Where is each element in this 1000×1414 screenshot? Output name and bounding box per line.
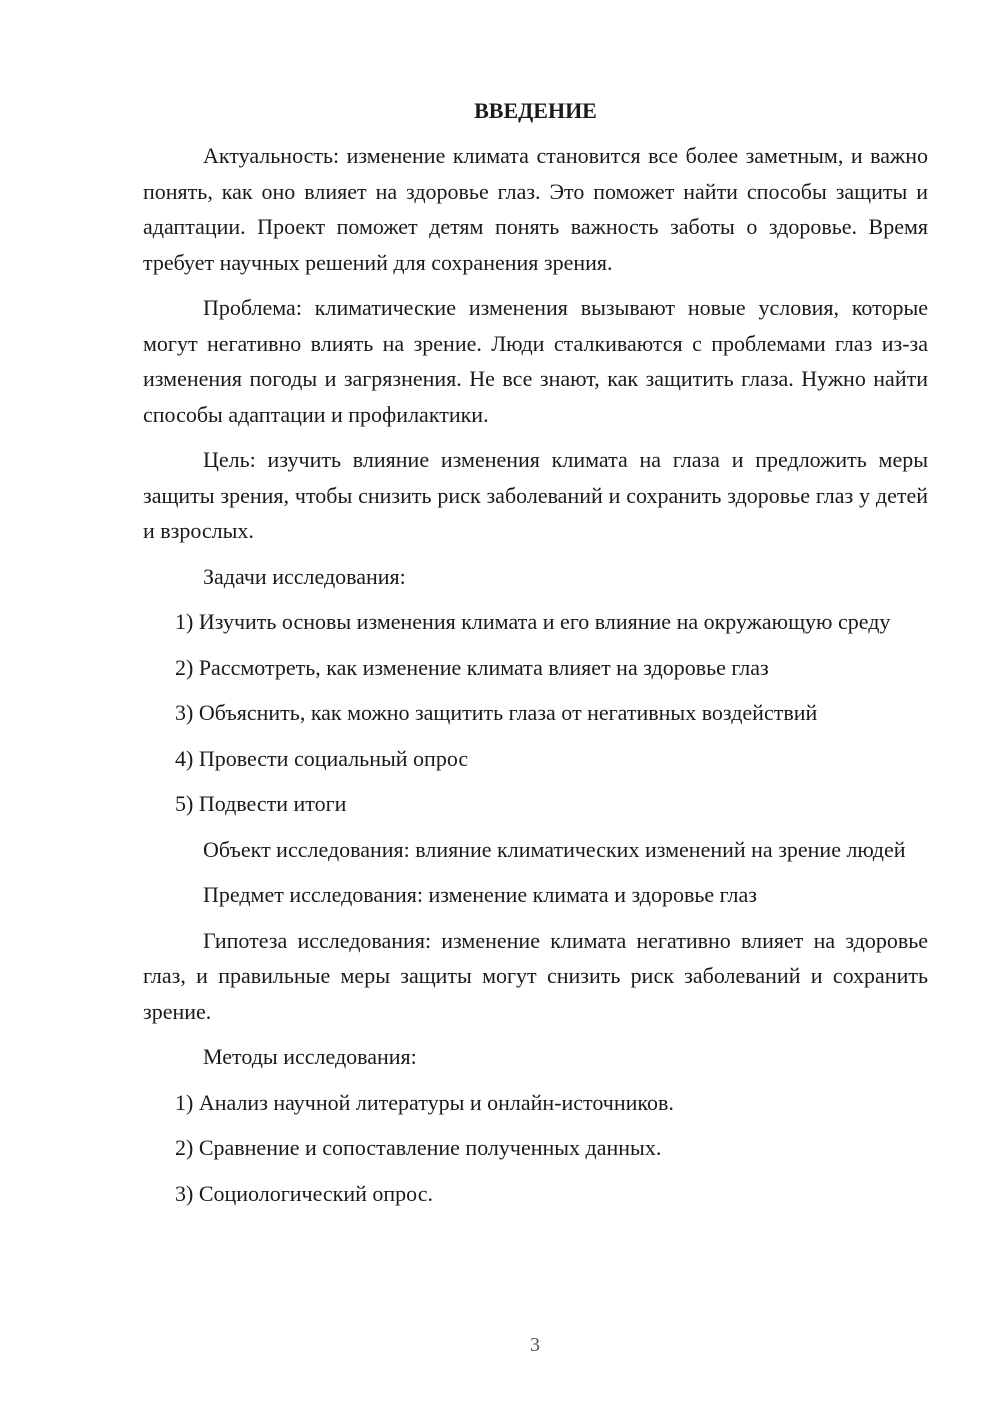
tasks-list (143, 604, 928, 822)
page-number: 3 (530, 1334, 540, 1356)
task-item: 3) Объяснить, как можно защитить глаза от негативных воздействий (175, 700, 818, 725)
hypothesis-paragraph: Гипотеза исследования: изменение климата негативно влияет на здоровье глаз, и правильные меры защиты могут снизить риск заболеваний и сохранить зрение. (143, 927, 928, 1024)
method-item: 3) Социологический опрос. (175, 1180, 433, 1206)
object-paragraph: Объект исследования: влияние климатических изменений на зрение людей (203, 836, 906, 862)
task-item: 1) Изучить основы изменения климата и его влияние на окружающую среду (175, 609, 891, 634)
tasks-heading: Задачи исследования: (203, 563, 406, 589)
problem-paragraph: Проблема: климатические изменения вызывают новые условия, которые могут негативно влиять на зрение. Люди сталкиваются с проблемами глаз из-за изменения погоды и загрязнения. Не все знают, как защитить глаза. Нужно найти способы адаптации и профилактики. (143, 295, 928, 427)
relevance-paragraph: Актуальность: изменение климата становится все более заметным, и важно понять, как оно влияет на здоровье глаз. Это поможет найти способы защиты и адаптации. Проект поможет детям понять важность заботы о здоровье. Время требует научных решений для сохранения зрения. (143, 143, 928, 275)
task-item: 2) Рассмотреть, как изменение климата влияет на здоровье глаз (175, 654, 769, 680)
task-item: 4) Провести социальный опрос (175, 745, 469, 771)
methods-heading: Методы исследования: (203, 1044, 417, 1069)
subject-paragraph: Предмет исследования: изменение климата и здоровье глаз (203, 882, 757, 907)
goal-paragraph: Цель: изучить влияние изменения климата на глаза и предложить меры защиты зрения, чтобы снизить риск заболеваний и сохранить здоровье глаз у детей и взрослых. (143, 447, 928, 543)
methods-list (143, 1085, 928, 1212)
method-item: 2) Сравнение и сопоставление полученных данных. (175, 1135, 662, 1160)
page-title: ВВЕДЕНИЕ (474, 98, 597, 123)
task-item: 5) Подвести итоги (175, 791, 347, 816)
page-content (143, 94, 928, 1221)
method-item: 1) Анализ научной литературы и онлайн-источников. (175, 1089, 674, 1115)
